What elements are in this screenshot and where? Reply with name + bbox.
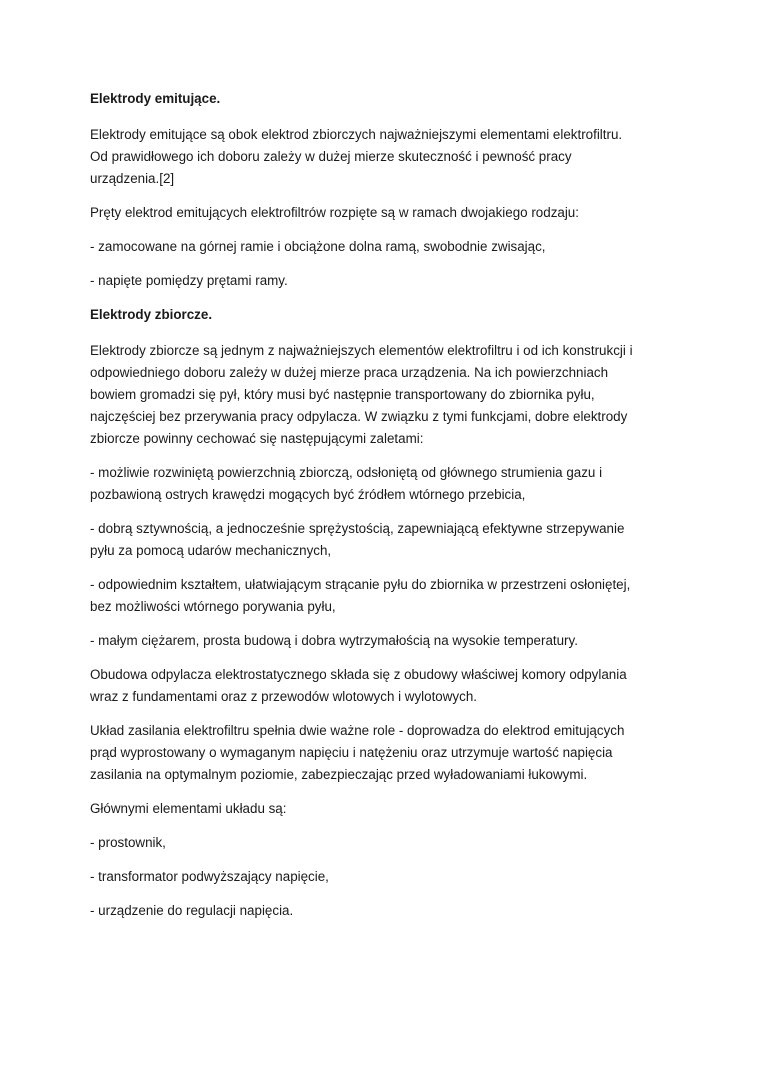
list-item-collecting-2: - dobrą sztywnością, a jednocześnie sprężystością, zapewniającą efektywne strzepywanie pyłu za pomocą udarów mechanicznych,: [90, 521, 625, 558]
paragraph-collecting-electrodes: Elektrody zbiorcze są jednym z najważniejszych elementów elektrofiltru i od ich konstrukcji i odpowiedniego doboru zależy w dużej mierze praca urządzenia. Na ich powierzchniach bowiem gromadzi się pył, który musi być następnie transportowany do zbiornika pyłu, najczęściej bez przerywania pracy odpylacza. W związku z tymi funkcjami, dobre elektrody zbiorcze powinny cechować się następującymi zaletami:: [90, 343, 633, 446]
list-item-collecting-1: - możliwie rozwiniętą powierzchnią zbiorczą, odsłoniętą od głównego strumienia gazu i pozbawioną ostrych krawędzi mogących być źródłem wtórnego przebicia,: [90, 465, 603, 502]
list-item-power-1: - prostownik,: [90, 835, 166, 850]
list-item-power-2: - transformator podwyższający napięcie,: [90, 869, 329, 884]
list-item-power-3: - urządzenie do regulacji napięcia.: [90, 903, 294, 918]
heading-emitting-electrodes: Elektrody emitujące.: [90, 91, 221, 106]
list-item-emitting-2: - napięte pomiędzy prętami ramy.: [90, 273, 288, 288]
paragraph-housing: Obudowa odpylacza elektrostatycznego składa się z obudowy właściwej komory odpylania wraz z fundamentami oraz z przewodów wlotowych i wylotowych.: [90, 667, 627, 704]
paragraph-emitting-electrodes: Elektrody emitujące są obok elektrod zbiorczych najważniejszymi elementami elektrofiltru. Od prawidłowego ich doboru zależy w dużej mierze skuteczność i pewność pracy urządzenia.[2]: [90, 127, 623, 186]
paragraph-power-supply: Układ zasilania elektrofiltru spełnia dwie ważne role - doprowadza do elektrod emitujących prąd wyprostowany o wymaganym napięciu i natężeniu oraz utrzymuje wartość napięcia zasilania na optymalnym poziomie, zabezpieczając przed wyładowaniami łukowymi.: [90, 723, 625, 782]
list-item-emitting-1: - zamocowane na górnej ramie i obciążone dolna ramą, swobodnie zwisając,: [90, 239, 546, 254]
paragraph-emitting-rods: Pręty elektrod emitujących elektrofiltrów rozpięte są w ramach dwojakiego rodzaju:: [90, 205, 579, 220]
document-page: [90, 88, 690, 922]
list-item-collecting-3: - odpowiednim kształtem, ułatwiającym strącanie pyłu do zbiornika w przestrzeni osłoniętej, bez możliwości wtórnego porywania pyłu,: [90, 577, 631, 614]
list-item-collecting-4: - małym ciężarem, prosta budową i dobra wytrzymałością na wysokie temperatury.: [90, 633, 578, 648]
heading-collecting-electrodes: Elektrody zbiorcze.: [90, 307, 213, 322]
paragraph-main-elements: Głównymi elementami układu są:: [90, 801, 287, 816]
